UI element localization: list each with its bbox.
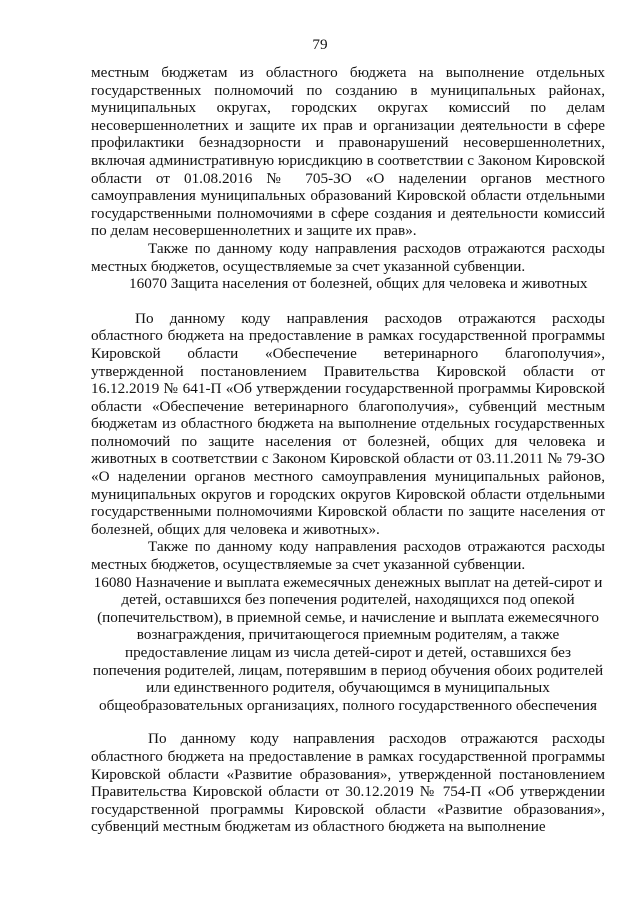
section-heading-16070: 16070 Защита населения от болезней, общих для человека и животных (129, 275, 588, 293)
section-heading-16080: 16080 Назначение и выплата ежемесячных денежных выплат на детей-сирот и детей, оставшихся без попечения родителей, находящихся под опекой (попечительством), в приемной семье, и начисление и выплата ежемесячного вознаграждения, причитающегося приемным родителям, а также предоставление лицам из числа детей-сирот и детей, оставшихся без попечения родителей, лицам, потерявшим в период обучения обоих родителей или единственного родителя, обучающимся в муниципальных общеобразовательных организациях, полного государственного обеспечения (92, 573, 604, 714)
paragraph-16080-description: По данному коду направления расходов отражаются расходы областного бюджета на предоставление в рамках государственной программы Кировской области «Развитие образования», утвержденной постановлением Правительства Кировской области от 30.12.2019 № 754-П «Об утверждении государственной программы Кировской области «Развитие образования», субвенций местным бюджетам из областного бюджета на выполнение (91, 730, 605, 836)
page-content (91, 64, 605, 836)
page-number: 79 (312, 36, 328, 53)
paragraph-also-local-budgets-2: Также по данному коду направления расходов отражаются расходы местных бюджетов, осуществляемые за счет указанной субвенции. (91, 538, 605, 574)
paragraph-also-local-budgets-1: Также по данному коду направления расходов отражаются расходы местных бюджетов, осуществляемые за счет указанной субвенции. (91, 239, 605, 275)
paragraph-16070-description: По данному коду направления расходов отражаются расходы областного бюджета на предоставление в рамках государственной программы Кировской области «Обеспечение ветеринарного благополучия», утвержденной постановлением Правительства Кировской области от 16.12.2019 № 641-П «Об утверждении государственной программы Кировской области «Обеспечение ветеринарного благополучия», субвенций местным бюджетам из областного бюджета на выполнение отдельных государственных полномочий по защите населения от болезней, общих для человека и животных в соответствии с Законом Кировской области от 03.11.2011 № 79-ЗО «О наделении органов местного самоуправления муниципальных районов, муниципальных округов и городских округов Кировской области отдельными государственными полномочиями Кировской области по защите населения от болезней, общих для человека и животных». (91, 309, 605, 538)
paragraph-continuation: местным бюджетам из областного бюджета на выполнение отдельных государственных полномочий по созданию в муниципальных районах, муниципальных округах, городских округах комиссий по делам несовершеннолетних и защите их прав и организации деятельности в сфере профилактики безнадзорности и правонарушений несовершеннолетних, включая административную юрисдикцию в соответствии с Законом Кировской области от 01.08.2016 № 705-ЗО «О наделении органов местного самоуправления муниципальных образований Кировской области отдельными государственными полномочиями в сфере создания и деятельности комиссий по делам несовершеннолетних и защите их прав». (91, 64, 605, 240)
